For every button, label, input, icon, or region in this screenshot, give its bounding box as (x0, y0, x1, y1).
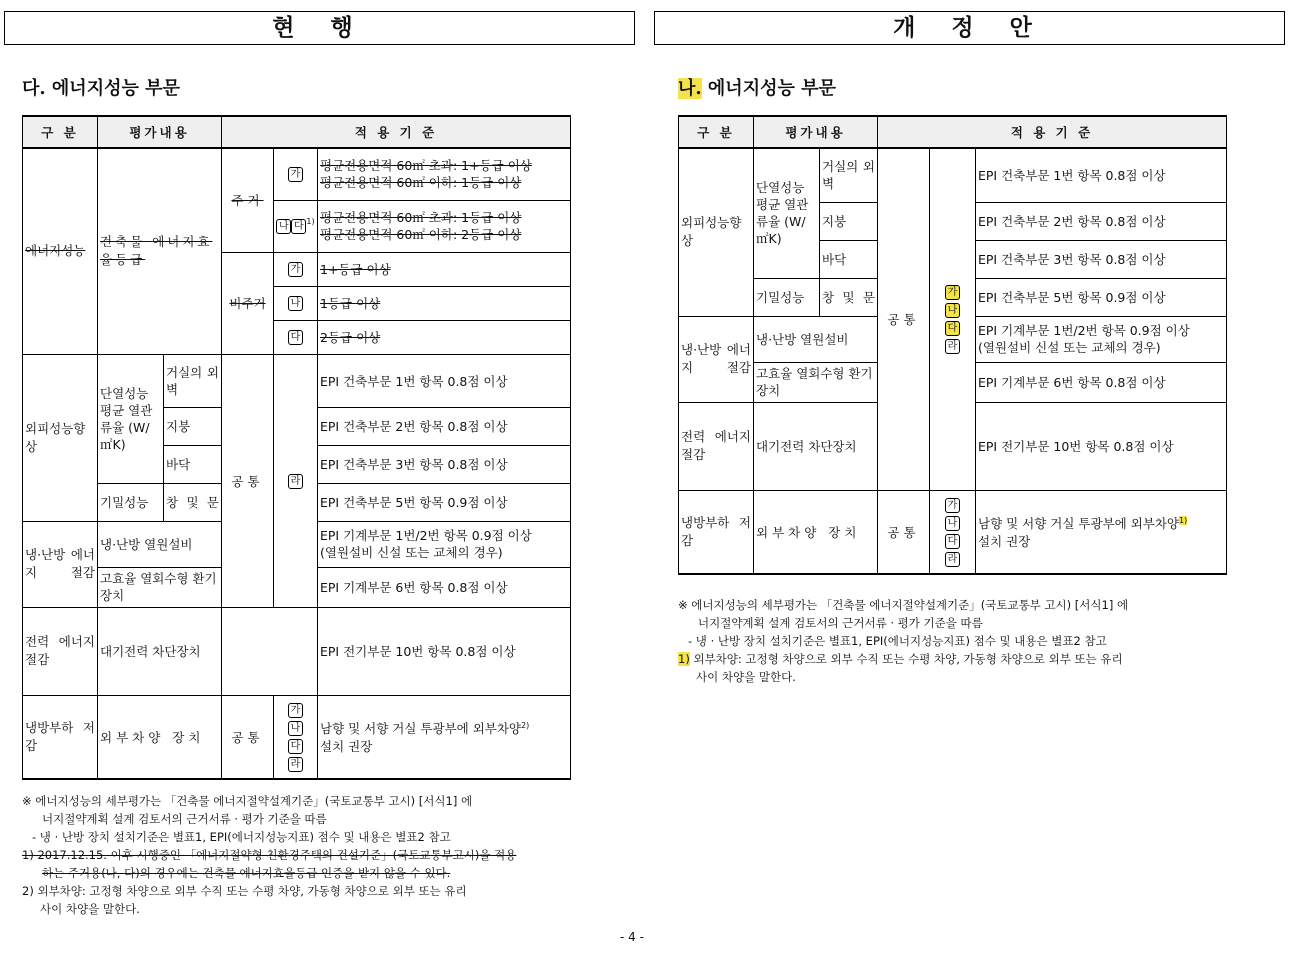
right-note-3: - 냉 · 난방 장치 설치기준은 별표1, EPI(에너지성능지표) 점수 및 내용은 별표2 참고 (688, 634, 1107, 648)
col-evaluation: 평가내용 (98, 116, 222, 148)
envelope-group: 외피성능향상 (23, 354, 98, 521)
envelope-sub-wall: 거실의 외벽 (164, 354, 222, 407)
r-envelope-sub-floor: 바닥 (820, 240, 878, 278)
left-note-1: ※ 에너지성능의 세부평가는 「건축물 에너지절약설계기준」(국토교통부 고시) [서식1] 에 (22, 794, 473, 808)
r-envelope-group: 외피성능향상 (679, 148, 754, 316)
shading-scope: 공통 (222, 695, 274, 779)
r-common-syms: 가 나 다 라 (930, 148, 976, 490)
r-hvac-criteria-2: EPI 기계부문 6번 항목 0.8점 이상 (976, 362, 1227, 402)
hvac-group: 냉·난방 에너지 절감 (23, 521, 98, 607)
envelope-criteria-1: EPI 건축부문 1번 항목 0.8점 이상 (318, 354, 571, 407)
hvac-item-1: 냉·난방 열원설비 (98, 521, 222, 567)
envelope-sub-floor: 바닥 (164, 445, 222, 483)
nonres-row1-sym: 가 (274, 252, 318, 286)
r-envelope-criteria-3: EPI 건축부문 3번 항목 0.8점 이상 (976, 240, 1227, 278)
hvac-criteria-1: EPI 기계부문 1번/2번 항목 0.9점 이상 (열원설비 신설 또는 교체의 경우) (318, 521, 571, 567)
hvac-criteria-2: EPI 기계부문 6번 항목 0.8점 이상 (318, 567, 571, 607)
power-criteria: EPI 전기부문 10번 항목 0.8점 이상 (318, 607, 571, 695)
right-section-title (678, 74, 836, 100)
shading-item: 외부차양 장치 (98, 695, 222, 779)
r-hvac-group: 냉·난방 에너지 절감 (679, 316, 754, 402)
r-power-group: 전력 에너지 절감 (679, 402, 754, 490)
envelope-sub-window: 창 및 문 (164, 483, 222, 521)
r-envelope-sub-window: 창 및 문 (820, 278, 878, 316)
nonres-row1-criteria: 1+등급 이상 (318, 252, 571, 286)
hvac-item-2: 고효율 열회수형 환기장치 (98, 567, 222, 607)
r-hvac-criteria-1: EPI 기계부문 1번/2번 항목 0.9점 이상 (열원설비 신설 또는 교체의 경우) (976, 316, 1227, 362)
residential-label: 주거 (222, 148, 274, 252)
r-shading-syms: 가 나 다 라 (930, 490, 976, 574)
left-common-sym: 라 (274, 354, 318, 607)
nonres-row3-criteria: 2등급 이상 (318, 320, 571, 354)
r-common-label: 공통 (878, 148, 930, 490)
res-row1-sym: 가 (274, 148, 318, 200)
res-row1-criteria: 평균전용면적 60㎡ 초과: 1+등급 이상 평균전용면적 60㎡ 이하: 1등급 이상 (318, 148, 571, 200)
power-blank (222, 607, 318, 695)
left-note-3: - 냉 · 난방 장치 설치기준은 별표1, EPI(에너지성능지표) 점수 및 내용은 별표2 참고 (32, 830, 451, 844)
energy-rating-group: 에너지성능 (23, 148, 98, 354)
envelope-criteria-4: EPI 건축부문 5번 항목 0.9점 이상 (318, 483, 571, 521)
header-proposed-label: 개 정 안 (893, 15, 1046, 41)
r-hvac-item-2: 고효율 열회수형 환기장치 (754, 362, 878, 402)
header-current (4, 11, 635, 45)
right-note-1: ※ 에너지성능의 세부평가는 「건축물 에너지절약설계기준」(국토교통부 고시) [서식1] 에 (678, 598, 1129, 612)
header-current-label: 현 행 (272, 15, 367, 41)
r-envelope-criteria-2: EPI 건축부문 2번 항목 0.8점 이상 (976, 202, 1227, 240)
left-notes (22, 792, 572, 918)
left-note-4: 1) 2017.12.15. 이후 시행중인 「에너지절약형 친환경주택의 건설기준」(국토교통부고시)을 적용 (22, 848, 517, 862)
r-shading-scope: 공통 (878, 490, 930, 574)
right-note-2: 너지절약계획 설계 검토서의 근거서류 · 평가 기준을 따름 (698, 616, 983, 630)
envelope-airtight: 기밀성능 (98, 483, 164, 521)
right-criteria-table (678, 115, 1227, 575)
left-common-label: 공통 (222, 354, 274, 607)
envelope-criteria-2: EPI 건축부문 2번 항목 0.8점 이상 (318, 407, 571, 445)
energy-rating-content: 건축물 에너지효율등급 (98, 148, 222, 354)
left-note-2: 너지절약계획 설계 검토서의 근거서류 · 평가 기준을 따름 (42, 812, 327, 826)
right-section-text: 에너지성능 부문 (701, 78, 836, 99)
shading-group: 냉방부하 저감 (23, 695, 98, 779)
power-group: 전력 에너지 절감 (23, 607, 98, 695)
power-item: 대기전력 차단장치 (98, 607, 222, 695)
nonres-row2-criteria: 1등급 이상 (318, 286, 571, 320)
right-section-prefix: 나. (678, 78, 702, 99)
r-envelope-airtight: 기밀성능 (754, 278, 820, 316)
r-envelope-criteria-1: EPI 건축부문 1번 항목 0.8점 이상 (976, 148, 1227, 202)
left-note-5: 하는 주거용(나, 다)의 경우에는 건축물 에너지효율등급 인증을 받지 않을 수 있다. (42, 866, 451, 880)
r-envelope-insulation: 단열성능 평균 열관류율 (W/㎡K) (754, 148, 820, 278)
r-shading-item: 외부차양 장치 (754, 490, 878, 574)
right-note-5: 사이 차양을 말한다. (696, 670, 796, 684)
left-note-6: 2) 외부차양: 고정형 차양으로 외부 수직 또는 수평 차양, 가동형 차양으로 외부 또는 유리 (22, 884, 467, 898)
nonres-row2-sym: 나 (274, 286, 318, 320)
right-note-4: 1) 외부차양: 고정형 차양으로 외부 수직 또는 수평 차양, 가동형 차양으로 외부 또는 유리 (678, 652, 1123, 666)
r-col-category: 구 분 (679, 116, 754, 148)
r-shading-criteria: 남향 및 서향 거실 투광부에 외부차양$^{1)}$ 설치 권장 (976, 490, 1227, 574)
r-hvac-item-1: 냉·난방 열원설비 (754, 316, 878, 362)
nonresidential-label: 비주거 (222, 252, 274, 354)
r-shading-group: 냉방부하 저감 (679, 490, 754, 574)
page-number: - 4 - (620, 930, 644, 944)
r-envelope-sub-wall: 거실의 외벽 (820, 148, 878, 202)
header-proposed (654, 11, 1285, 45)
right-notes (678, 596, 1228, 686)
r-power-criteria: EPI 전기부문 10번 항목 0.8점 이상 (976, 402, 1227, 490)
envelope-insulation: 단열성능 평균 열관류율 (W/㎡K) (98, 354, 164, 483)
envelope-criteria-3: EPI 건축부문 3번 항목 0.8점 이상 (318, 445, 571, 483)
left-section-title: 다. 에너지성능 부문 (22, 78, 180, 99)
envelope-sub-roof: 지붕 (164, 407, 222, 445)
nonres-row3-sym: 다 (274, 320, 318, 354)
res-row2-sym: 나 다 $^{1)}$ (274, 200, 318, 252)
col-category: 구 분 (23, 116, 98, 148)
res-row2-criteria: 평균전용면적 60㎡ 초과: 1등급 이상 평균전용면적 60㎡ 이하: 2등급 이상 (318, 200, 571, 252)
r-col-evaluation: 평가내용 (754, 116, 878, 148)
shading-criteria: 남향 및 서향 거실 투광부에 외부차양$^{2)}$ 설치 권장 (318, 695, 571, 779)
left-note-7: 사이 차양을 말한다. (40, 902, 140, 916)
shading-syms: 가 나 다 라 (274, 695, 318, 779)
r-envelope-criteria-4: EPI 건축부문 5번 항목 0.9점 이상 (976, 278, 1227, 316)
col-criteria: 적 용 기 준 (222, 116, 571, 148)
r-envelope-sub-roof: 지붕 (820, 202, 878, 240)
r-col-criteria: 적 용 기 준 (878, 116, 1227, 148)
left-criteria-table (22, 115, 571, 780)
r-power-item: 대기전력 차단장치 (754, 402, 878, 490)
